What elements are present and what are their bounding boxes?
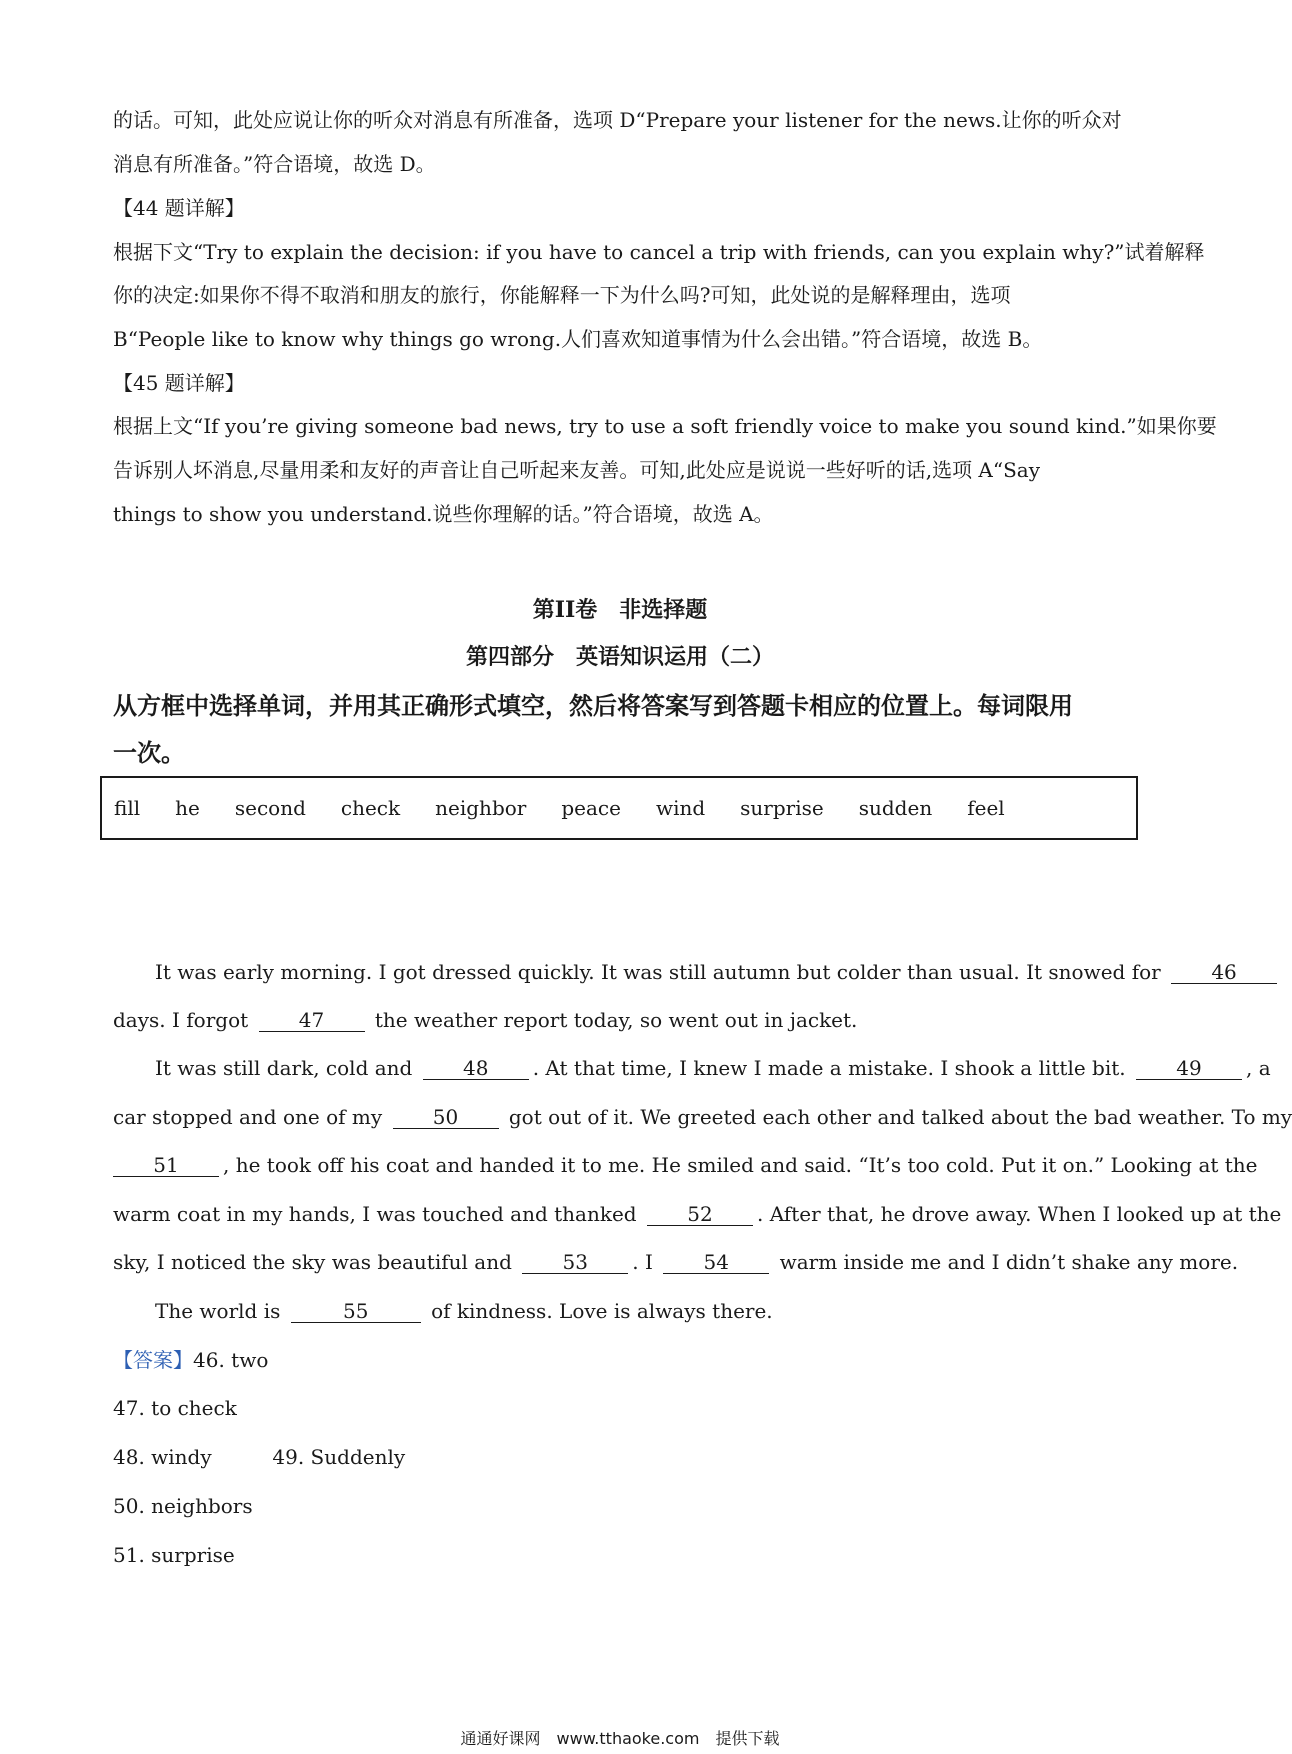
blank-54: 54 [663, 1251, 769, 1274]
q45-heading: 【45 题详解】 [113, 371, 245, 395]
passage-text: , he took off his coat and handed it to me. He smiled and said. “It’s too cold. Put it on.” Looking at the [223, 1153, 1258, 1177]
answer-48: 48. windy [113, 1445, 212, 1469]
q45-line-2: 告诉别人坏消息,尽量用柔和友好的声音让自己听起来友善。可知,此处应是说说一些好听的话,选项 A“Say [113, 458, 1041, 482]
passage-line-4 [113, 1103, 1292, 1131]
passage-line-3 [155, 1054, 1271, 1082]
page-footer: 通通好课网 www.tthaoke.com 提供下载 [460, 1729, 780, 1748]
blank-55: 55 [291, 1300, 421, 1323]
passage-text: sky, I noticed the sky was beautiful and [113, 1250, 512, 1274]
answer-51: 51. surprise [113, 1543, 235, 1567]
passage-text: car stopped and one of my [113, 1105, 383, 1129]
passage-text: warm coat in my hands, I was touched and thanked [113, 1202, 637, 1226]
word-box [100, 776, 1138, 840]
q44-line-3: B“People like to know why things go wrong.人们喜欢知道事情为什么会出错。”符合语境，故选 B。 [113, 327, 1043, 351]
word-box-item: sudden [858, 796, 933, 820]
answer-50: 50. neighbors [113, 1494, 253, 1518]
intro-line-2: 消息有所准备。”符合语境，故选 D。 [113, 152, 436, 176]
instruction-line-2: 一次。 [113, 738, 185, 767]
section-title: 第II卷 非选择题 [532, 597, 708, 623]
passage-text: The world is [155, 1299, 281, 1323]
passage-line-8 [155, 1297, 1175, 1325]
passage-line-1 [155, 958, 1237, 986]
passage-text: . I [632, 1250, 653, 1274]
q44-line-2: 你的决定:如果你不得不取消和朋友的旅行，你能解释一下为什么吗?可知，此处说的是解释理由，选项 [113, 283, 1011, 307]
q45-line-3: things to show you understand.说些你理解的话。”符合语境，故选 A。 [113, 502, 774, 526]
answer-line-48-49 [113, 1443, 1133, 1471]
word-box-item: he [175, 796, 200, 820]
passage-text: . After that, he drove away. When I looked up at the [756, 1202, 1282, 1226]
word-box-item: neighbor [435, 796, 527, 820]
word-box-item: fill [114, 796, 141, 820]
blank-47: 47 [259, 1009, 365, 1032]
passage-text: It was still dark, cold and [155, 1056, 413, 1080]
passage-line-6 [113, 1200, 1282, 1228]
blank-48: 48 [423, 1057, 529, 1080]
word-box-item: surprise [740, 796, 824, 820]
q44-heading: 【44 题详解】 [113, 196, 245, 220]
q44-line-1: 根据下文“Try to explain the decision: if you have to cancel a trip with friends, can you explain why?”试着解释 [113, 240, 1205, 264]
blank-51: 51 [113, 1154, 219, 1177]
word-box-item: feel [967, 796, 1005, 820]
intro-line-1: 的话。可知，此处应说让你的听众对消息有所准备，选项 D“Prepare your listener for the news.让你的听众对 [113, 108, 1122, 132]
word-box-item: peace [561, 796, 621, 820]
answer-line-46 [113, 1346, 1133, 1374]
blank-53: 53 [522, 1251, 628, 1274]
blank-52: 52 [647, 1203, 753, 1226]
passage-text: days. I forgot [113, 1008, 249, 1032]
answer-tag: 【答案】 [113, 1348, 193, 1372]
answer-49: 49. Suddenly [272, 1445, 406, 1469]
blank-50: 50 [393, 1106, 499, 1129]
instruction-line-1: 从方框中选择单词，并用其正确形式填空，然后将答案写到答题卡相应的位置上。每词限用 [113, 691, 1073, 720]
passage-text: of kindness. Love is always there. [431, 1299, 773, 1323]
passage-text: It was early morning. I got dressed quickly. It was still autumn but colder than usual. It snowed for [155, 960, 1161, 984]
passage-line-2 [113, 1006, 1133, 1034]
q45-line-1: 根据上文“If you’re giving someone bad news, try to use a soft friendly voice to make you sound kind.”如果你要 [113, 414, 1217, 438]
passage-text: the weather report today, so went out in jacket. [374, 1008, 858, 1032]
passage-text: . At that time, I knew I made a mistake. I shook a little bit. [532, 1056, 1126, 1080]
word-box-item: wind [655, 796, 706, 820]
answer-47: 47. to check [113, 1396, 237, 1420]
word-box-item: check [340, 796, 401, 820]
blank-46: 46 [1171, 961, 1277, 984]
blank-49: 49 [1136, 1057, 1242, 1080]
section-subtitle: 第四部分 英语知识运用（二） [465, 644, 774, 670]
passage-text: got out of it. We greeted each other and talked about the bad weather. To my [508, 1105, 1292, 1129]
passage-text: warm inside me and I didn’t shake any more. [779, 1250, 1239, 1274]
answer-46: 46. two [193, 1348, 269, 1372]
passage-line-5 [113, 1151, 1258, 1179]
word-box-item: second [234, 796, 306, 820]
passage-line-7 [113, 1248, 1239, 1276]
passage-text: , a [1246, 1056, 1271, 1080]
